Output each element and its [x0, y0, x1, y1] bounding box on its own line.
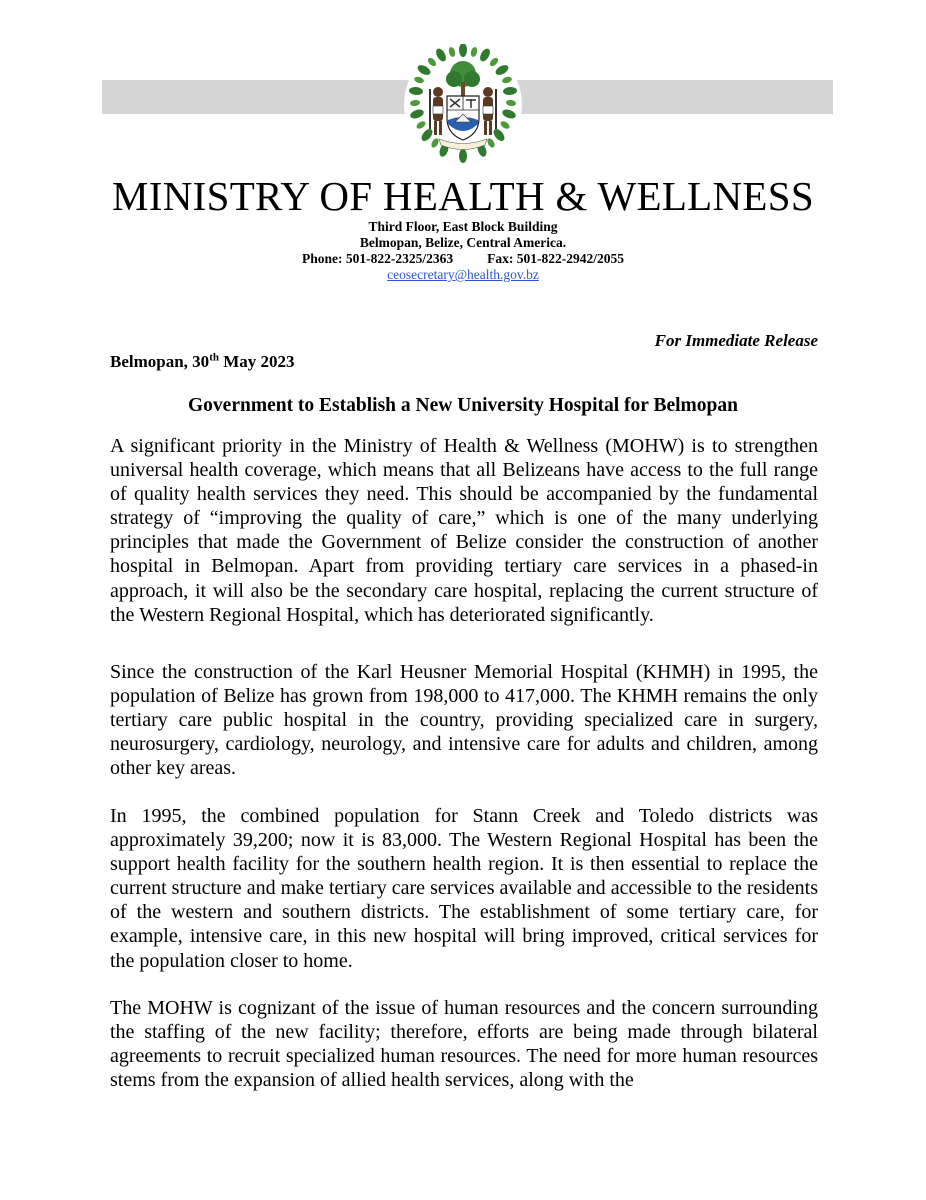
- dateline-suffix: th: [209, 351, 219, 364]
- phone-number: Phone: 501-822-2325/2363: [302, 251, 454, 266]
- body-paragraph-2: Since the construction of the Karl Heusner Memorial Hospital (KHMH) in 1995, the population of Belize has grown from 198,000 to 417,000. The KHMH remains the only tertiary care public hospital in the country, providing specialized care in surgery, neurosurgery, cardiology, neurology, and intensive care for adults and children, among other key areas.: [110, 661, 818, 780]
- dateline-month-year: May 2023: [218, 352, 295, 371]
- body-paragraph-3: In 1995, the combined population for Stann Creek and Toledo districts was approximately 39,200; now it is 83,000. The Western Regional Hospital has been the support health facility for the southern health region. It is then essential to replace the current structure and make tertiary care services available and accessible to the residents of the western and southern districts. The establishment of some tertiary care, for example, intensive care, in this new hospital will bring improved, critical services for the population closer to home.: [110, 805, 818, 972]
- body-paragraph-4: The MOHW is cognizant of the issue of human resources and the concern surrounding the staffing of the new facility; therefore, efforts are being made through bilateral agreements to recruit specialized human resources. The need for more human resources stems from the expansion of allied health services, along with the: [110, 997, 818, 1092]
- ministry-title: MINISTRY OF HEALTH & WELLNESS: [112, 173, 814, 219]
- address-line-2: Belmopan, Belize, Central America.: [359, 235, 567, 250]
- email-link[interactable]: ceosecretary@health.gov.bz: [387, 267, 539, 282]
- contact-line: [0, 250, 926, 267]
- dateline-place: Belmopan, 30: [110, 352, 210, 371]
- fax-number: Fax: 501-822-2942/2055: [487, 251, 624, 266]
- body-paragraph-1: A significant priority in the Ministry of Health & Wellness (MOHW) is to strengthen universal health coverage, which means that all Belizeans have access to the full range of quality health services they need. This should be accompanied by the fundamental strategy of “improving the quality of care,” which is one of the many underlying principles that made the Government of Belize consider the construction of another hospital in Belmopan. Apart from providing tertiary care services in a phased-in approach, it will also be the secondary care hospital, replacing the current structure of the Western Regional Hospital, which has deteriorated significantly.: [110, 435, 818, 626]
- press-release-headline: Government to Establish a New University Hospital for Belmopan: [188, 395, 738, 416]
- release-label: For Immediate Release: [654, 331, 818, 350]
- belize-coat-of-arms-seal: [403, 44, 523, 164]
- dateline: [110, 351, 295, 373]
- address-line-1: Third Floor, East Block Building: [368, 219, 558, 234]
